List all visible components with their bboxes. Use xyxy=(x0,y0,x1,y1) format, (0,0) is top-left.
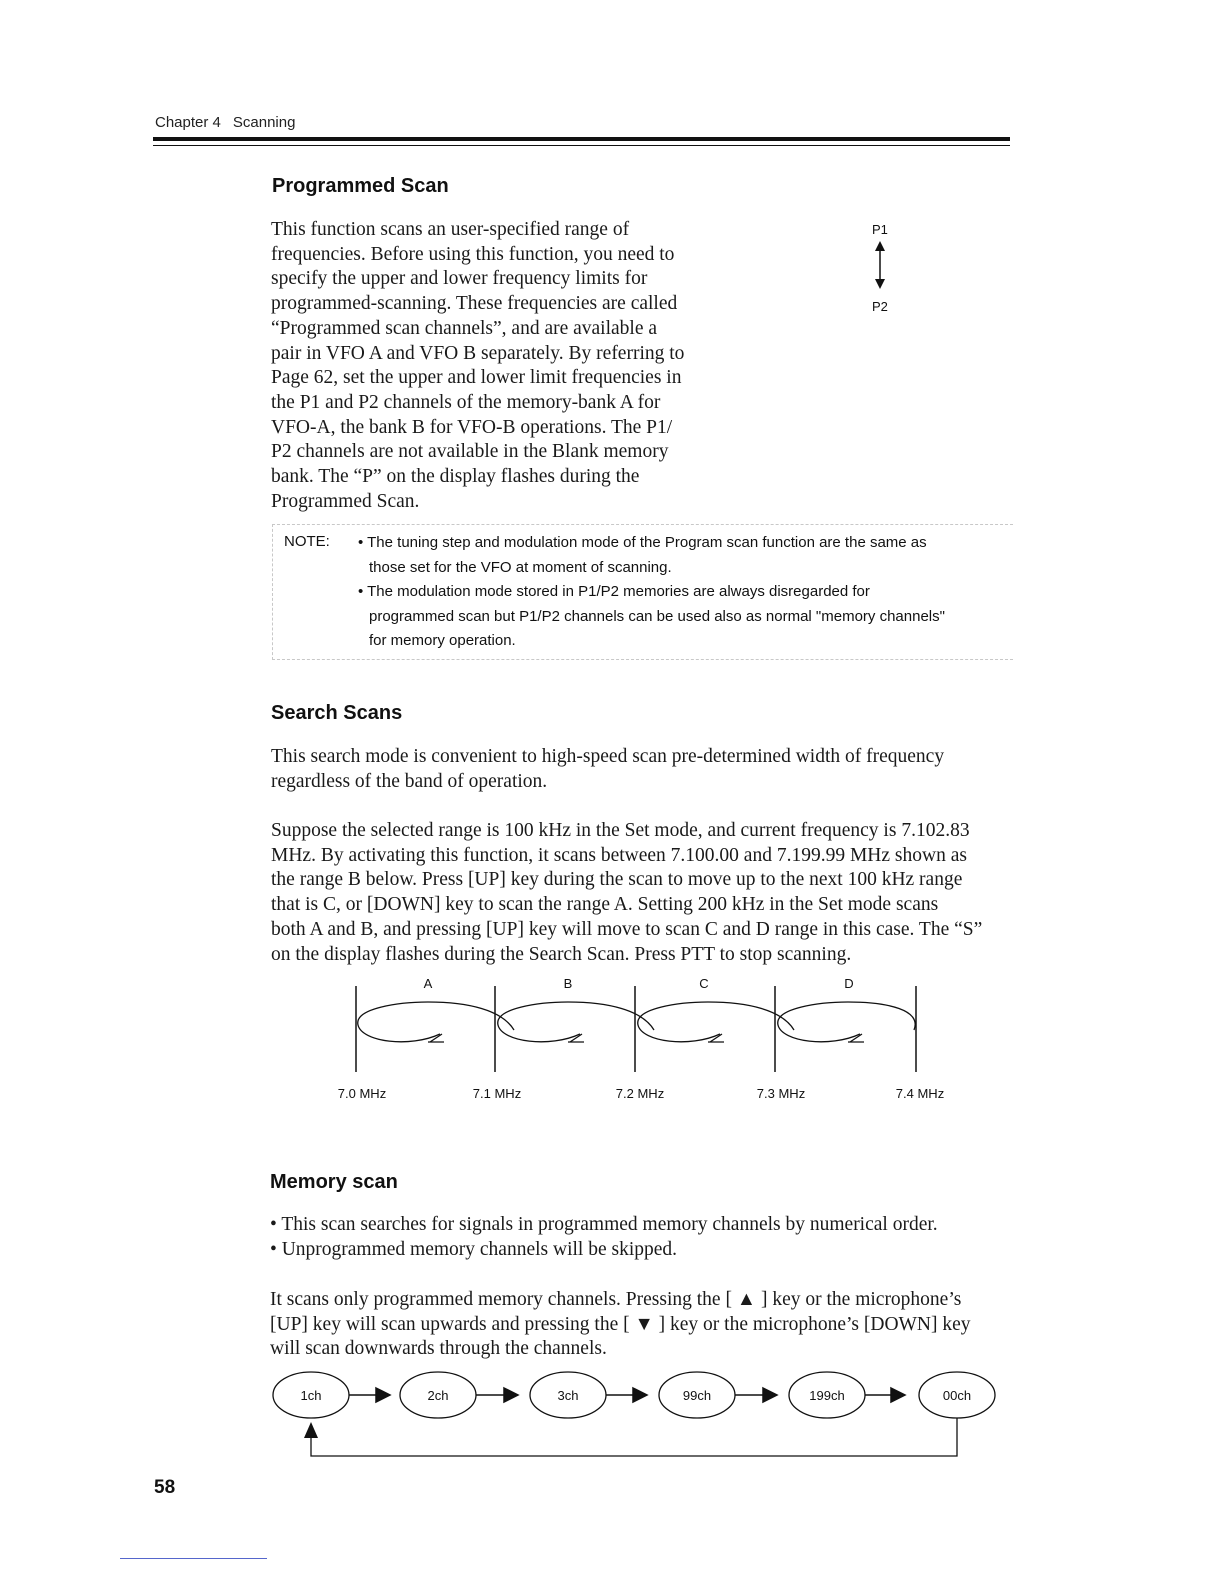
memory-scan-bullets xyxy=(270,1213,1020,1262)
bullet-line: • This scan searches for signals in programmed memory channels by numerical order. xyxy=(270,1214,938,1235)
memory-scan-paragraph xyxy=(270,1288,1020,1362)
loop-c-path xyxy=(638,1002,794,1042)
text-line: bank. The “P” on the display flashes during the xyxy=(271,466,640,488)
text-line: “Programmed scan channels”, and are available a xyxy=(271,317,658,339)
arrow-icon xyxy=(633,1388,647,1402)
range-label: B xyxy=(563,976,573,991)
p1-p2-arrow-icon xyxy=(868,240,892,290)
bottom-edge-rule xyxy=(120,1558,267,1559)
note-item xyxy=(358,580,945,654)
text-line: regardless of the band of operation. xyxy=(271,770,548,792)
arrow-icon xyxy=(504,1388,518,1402)
running-header xyxy=(155,114,295,131)
range-label: D xyxy=(844,976,854,991)
note-line: programmed scan but P1/P2 channels can be used also as normal "memory channels" xyxy=(369,607,945,625)
freq-label: 7.3 MHz xyxy=(756,1086,806,1101)
arrow-icon xyxy=(376,1388,390,1402)
loop-a-path xyxy=(358,1002,514,1042)
text-line: MHz. By activating this function, it scans between 7.100.00 and 7.199.99 MHz shown as xyxy=(271,844,967,866)
up-arrow-icon xyxy=(304,1422,318,1438)
freq-label: 7.4 MHz xyxy=(895,1086,945,1101)
arrow-icon xyxy=(763,1388,777,1402)
heading-memory-scan: Memory scan xyxy=(270,1171,398,1193)
search-range-diagram xyxy=(320,972,980,1112)
channel-label: 1ch xyxy=(300,1388,322,1403)
text-line: will scan downwards through the channels. xyxy=(270,1338,607,1360)
text-line: Suppose the selected range is 100 kHz in the Set mode, and current frequency is 7.102.83 xyxy=(271,820,970,841)
channel-label: 199ch xyxy=(809,1388,845,1403)
text-line: programmed-scanning. These frequencies are called xyxy=(271,293,678,315)
p2-label: P2 xyxy=(872,299,888,314)
text-line: Page 62, set the upper and lower limit frequencies in xyxy=(271,367,682,389)
p1-label: P1 xyxy=(872,222,888,237)
loop-b-path xyxy=(498,1002,654,1042)
return-line xyxy=(311,1418,957,1456)
freq-label: 7.1 MHz xyxy=(472,1086,522,1101)
arrow-icon xyxy=(891,1388,905,1402)
channel-label: 99ch xyxy=(682,1388,712,1403)
text-line: frequencies. Before using this function, you need to xyxy=(271,243,675,265)
loop-d-path xyxy=(778,1002,915,1042)
text-line: It scans only programmed memory channels. Pressing the [ ▲ ] key or the microphone’s xyxy=(270,1289,962,1310)
heading-programmed-scan: Programmed Scan xyxy=(272,175,449,197)
text-line: pair in VFO A and VFO B separately. By referring to xyxy=(271,342,685,364)
bullet-line: • Unprogrammed memory channels will be skipped. xyxy=(270,1238,678,1260)
range-label: C xyxy=(699,976,709,991)
freq-label: 7.0 MHz xyxy=(337,1086,387,1101)
text-line: [UP] key will scan upwards and pressing the [ ▼ ] key or the microphone’s [DOWN] key xyxy=(270,1313,971,1335)
note-item xyxy=(358,531,927,580)
return-loop xyxy=(311,1418,957,1456)
text-line: This function scans an user-specified range of xyxy=(271,219,630,240)
note-line: for memory operation. xyxy=(369,632,516,649)
range-ticks xyxy=(356,986,916,1072)
channel-label: 3ch xyxy=(557,1388,579,1403)
text-line: that is C, or [DOWN] key to scan the range A. Setting 200 kHz in the Set mode scans xyxy=(271,894,939,916)
note-label: NOTE: xyxy=(284,533,330,550)
scan-loop-arrows xyxy=(358,1002,915,1042)
section-label: Scanning xyxy=(232,114,296,131)
note-line: • The modulation mode stored in P1/P2 memories are always disregarded for xyxy=(358,583,870,600)
memory-channel-flow-diagram xyxy=(260,1364,1005,1468)
note-line: those set for the VFO at moment of scanning. xyxy=(369,558,672,576)
text-line: the range B below. Press [UP] key during the scan to move up to the next 100 kHz range xyxy=(271,869,963,891)
page-number: 58 xyxy=(154,1477,176,1498)
heading-search-scans: Search Scans xyxy=(271,702,403,724)
text-line: specify the upper and lower frequency limits for xyxy=(271,268,648,290)
header-rule-thick xyxy=(153,137,1010,141)
chapter-label: Chapter 4 xyxy=(155,114,221,131)
range-label: A xyxy=(423,976,433,991)
text-line: Programmed Scan. xyxy=(271,490,420,512)
note-line: • The tuning step and modulation mode of the Program scan function are the same as xyxy=(358,534,927,551)
channel-label: 2ch xyxy=(427,1388,449,1403)
text-line: P2 channels are not available in the Blank memory xyxy=(271,441,669,463)
channel-label: 00ch xyxy=(942,1388,972,1403)
text-line: VFO-A, the bank B for VFO-B operations. The P1/ xyxy=(271,416,673,438)
programmed-scan-paragraph xyxy=(271,218,741,514)
search-scans-paragraph-1 xyxy=(271,745,1021,794)
search-scans-paragraph-2 xyxy=(271,819,1021,967)
header-rule-thin xyxy=(153,145,1010,146)
text-line: on the display flashes during the Search Scan. Press PTT to stop scanning. xyxy=(271,943,852,965)
text-line: both A and B, and pressing [UP] key will move to scan C and D range in this case. The “S” xyxy=(271,918,983,940)
freq-label: 7.2 MHz xyxy=(615,1086,665,1101)
text-line: This search mode is convenient to high-speed scan pre-determined width of frequency xyxy=(271,746,945,767)
text-line: the P1 and P2 channels of the memory-bank A for xyxy=(271,391,661,413)
